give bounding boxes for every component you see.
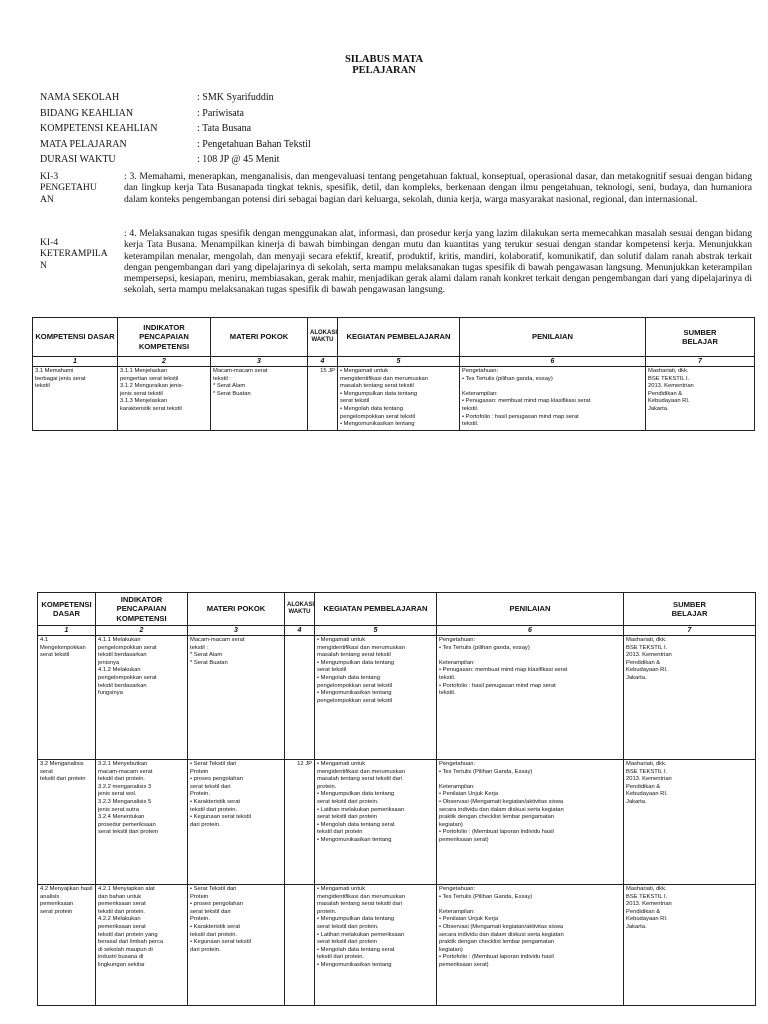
- table-header-row: [33, 318, 755, 357]
- table-row: 4.1 Mengelompokkan serat tekstil 4.1.1 Melakukan pengelompokkan serat tekstil berdasarkan jenisnya 4.1.2 Melakukan pengelompokkan serat tekstil berdasarkan fungsinya Macam-macam serat tekstil : * Serat Alam * Serat Buatan • Mengamati untuk mengidentifikasi dan merumuskan masalah tentang serat tekstil • Mengumpulkan data tentang serat tekstil • Mengolah data tentang pengelompokkan serat tekstil • Mengomunikasikan tentang pengelompokkan serat tekstil Pengetahuan: • Tes Tertulis (pilihan ganda, essay) Keterampilan: • Penugasan: membuat mind map klasifikasi serat tekstil. • Portofolio : hasil penugasan mind map serat tekstil. Mashariati, dkk. BSE TEKSTIL I. 2013. Kementrian Pendidikan & Kebudayaan RI. Jakarta.: [38, 636, 756, 760]
- document-title: [0, 54, 768, 76]
- ki4-label: KI-4 KETERAMPILA N: [40, 237, 108, 271]
- syllabus-table-1: [32, 317, 755, 431]
- ki3-label: KI-3 PENGETAHU AN: [40, 171, 97, 205]
- col-alokasi-header: ALOKASI WAKTU: [308, 318, 338, 357]
- col-sumber-header: SUMBER BELAJAR: [646, 318, 755, 357]
- col-indikator-header: INDIKATOR PENCAPAIAN KOMPETENSI: [96, 593, 188, 626]
- ki4-text: : 4. Melaksanakan tugas spesifik dengan menggunakan alat, informasi, dan prosedur kerja yang lazim dilakukan serta memecahkan masalah sesuai dengan bidang kerja Tata Busana. Menampilkan kinerja di bawah bimbingan dengan mutu dan kuantitas yang terukur sesuai dengan standar kompetensi kerja. Menunjukkan keterampilan menalar, mengolah, dan menyaji secara efektif, kreatif, produktif, kritis, mandiri, kolaboratif, komunikatif, dan solutif dalam ranah abstrak terkait dengan pengembangan dari yang dipelajarinya di sekolah, serta mampu melaksanakan tugas spesifik di bawah pengawasan langsung. Menunjukkan keterampilan mempersepsi, kesiapan, meniru, membiasakan, gerak mahir, menjadikan gerak alami dalam ranah konkret terkait dengan pengembangan dari yang dipelajarinya di sekolah, serta mampu melaksanakan tugas spesifik di bawah pengawasan langsung.: [124, 228, 752, 296]
- col-alokasi-header: ALOKASI WAKTU: [285, 593, 315, 626]
- ki3-text: : 3. Memahami, menerapkan, menganalisis, dan mengevaluasi tentang pengetahuan faktual, konseptual, operasional dasar, dan metakognitif sesuai dengan bidang dan lingkup kerja Tata Busanapada tingkat teknis, spesifik, detil, dan kompleks, berkenaan dengan ilmu pengetahuan, teknologi, seni, budaya, dan humaniora dalam konteks pengembangan potensi diri sebagai bagian dari keluarga, sekolah, dunia kerja, warga masyarakat nasional, regional, dan internasional.: [124, 171, 752, 205]
- col-sumber-header: SUMBER BELAJAR: [624, 593, 756, 626]
- col-kd-header: KOMPETENSI DASAR: [33, 318, 118, 357]
- title-line-1: SILABUS MATA: [344, 54, 424, 65]
- table-row: 3.1 Memahami berbagai jenis serat tekstil 3.1.1 Menjelaskan pengertian serat tekstil 3.1.2 Menguraikan jenis- jenis serat tekstil 3.1.3 Menjelaskan karakteristik serat tekstil Macam-macam serat tekstil : * Serat Alam * Serat Buatan 15 JP • Mengamati untuk mengidentifikasi dan merumuskan masalah tentang serat tekstil • Mengumpulkan data tentang serat tekstil • Mengolah data tentang pengelompokkan serat tekstil • Mengomunikasikan tentang Pengetahuan: • Tes Tertulis (pilihan ganda, essay) Keterampilan: • Penugasan: membuat mind map klasifikasi serat tekstil. • Portofolio : hasil penugasan mind map serat tekstil. Mashariati, dkk. BSE TEKSTIL I. 2013. Kementrian Pendidikan & Kebudayaan RI. Jakarta.: [33, 367, 755, 431]
- table-header-row: [38, 593, 756, 626]
- col-indikator-header: INDIKATOR PENCAPAIAN KOMPETENSI: [118, 318, 211, 357]
- meta-row-school: NAMA SEKOLAH : SMK Syarifuddin: [40, 92, 274, 103]
- ki3-block: [40, 171, 752, 205]
- column-number-row: 1 2 3 4 5 6 7: [38, 626, 756, 636]
- col-penilaian-header: PENILAIAN: [460, 318, 646, 357]
- column-number-row: 1 2 3 4 5 6 7: [33, 357, 755, 367]
- col-penilaian-header: PENILAIAN: [437, 593, 624, 626]
- table-row: 3.2 Menganalisis serat tekstil dari protein 3.2.1 Menyebutkan macam-macam serat tekstil dari protein. 3.2.2 menganalisis 3 jenis serat wol. 3.2.3 Menganalisis 5 jenis serat sutra 3.2.4 Menentukan prosedur pemeriksaan serat tekstil dari protein • Serat Tekstil dari Protein • proses pengolahan serat tekstil dari Protein. • Karakteristik serat tekstil dari protein. • Kegunaan serat tekstil dari protein. 12 JP • Mengamati untuk mengidentifikasi dan merumuskan masalah tentang serat tekstil dari protein. • Mengumpulkan data tentang serat tekstil dari protein. • Latihan melakukan pemeriksaan serat tekstil dari protein • Mengolah data tentang serat tekstil dari protein • Mengomunikasikan tentang Pengetahuan: • Tes Tertulis (Pilihan Ganda, Essay) Keterampilan: • Penilaian Unjuk Kerja • Observasi (Mengamati kegiatan/aktivitas siswa secara individu dan dalam diskusi serta kegiatan praktik dengan checklist lembar pengamatan kegiatan) • Portofolio : (Membuat laporan individu hasil pemeriksaan serat) Mashariati, dkk. BSE TEKSTIL I. 2013. Kementrian Pendidikan & Kebudayaan RI. Jakarta.: [38, 760, 756, 885]
- meta-row-subject: MATA PELAJARAN : Pengetahuan Bahan Tekstil: [40, 138, 311, 150]
- meta-row-competency: KOMPETENSI KEAHLIAN : Tata Busana: [40, 123, 252, 134]
- ki4-block: [40, 228, 752, 296]
- meta-row-duration: DURASI WAKTU : 108 JP @ 45 Menit: [40, 154, 280, 165]
- title-line-2: PELAJARAN: [352, 65, 416, 76]
- col-materi-header: MATERI POKOK: [211, 318, 308, 357]
- col-kd-header: KOMPETENSI DASAR: [38, 593, 96, 626]
- identity-block: [40, 90, 311, 168]
- col-kegiatan-header: KEGIATAN PEMBELAJARAN: [338, 318, 460, 357]
- col-materi-header: MATERI POKOK: [188, 593, 285, 626]
- table-row: 4.2 Menyajikan hasil analisis pemeriksaan serat protein 4.2.1 Menyiapkan alat dan bahan untuk pemeriksaan serat tekstil dari protein. 4.2.2 Melakukan pemeriksaan serat tekstil dari protein yang berasal dari limbah perca di sekolah maupun di industri busana di lingkungan sekitar • Serat Tekstil dari Protein • proses pengolahan serat tekstil dari Protein. • Karakteristik serat tekstil dari protein. • Kegunaan serat tekstil dari protein. • Mengamati untuk mengidentifikasi dan merumuskan masalah tentang serat tekstil dari protein. • Mengumpulkan data tentang serat tekstil dari protein. • Latihan melakukan pemeriksaan serat tekstil dari protein • Mengolah data tentang serat tekstil dari protein. • Mengomunikasikan tentang Pengetahuan: • Tes Tertulis (Pilihan Ganda, Essay) Keterampilan: • Penilaian Unjuk Kerja • Observasi (Mengamati kegiatan/aktivitas siswa secara individu dan dalam diskusi serta kegiatan praktik dengan checklist lembar pengamatan kegiatan) • Portofolio : (Membuat laporan individu hasil pemeriksaan serat) Mashariati, dkk. BSE TEKSTIL I. 2013. Kementrian Pendidikan & Kebudayaan RI. Jakarta.: [38, 885, 756, 1006]
- syllabus-table-2: [37, 592, 756, 1006]
- meta-row-field: BIDANG KEAHLIAN : Pariwisata: [40, 107, 244, 119]
- col-kegiatan-header: KEGIATAN PEMBELAJARAN: [315, 593, 437, 626]
